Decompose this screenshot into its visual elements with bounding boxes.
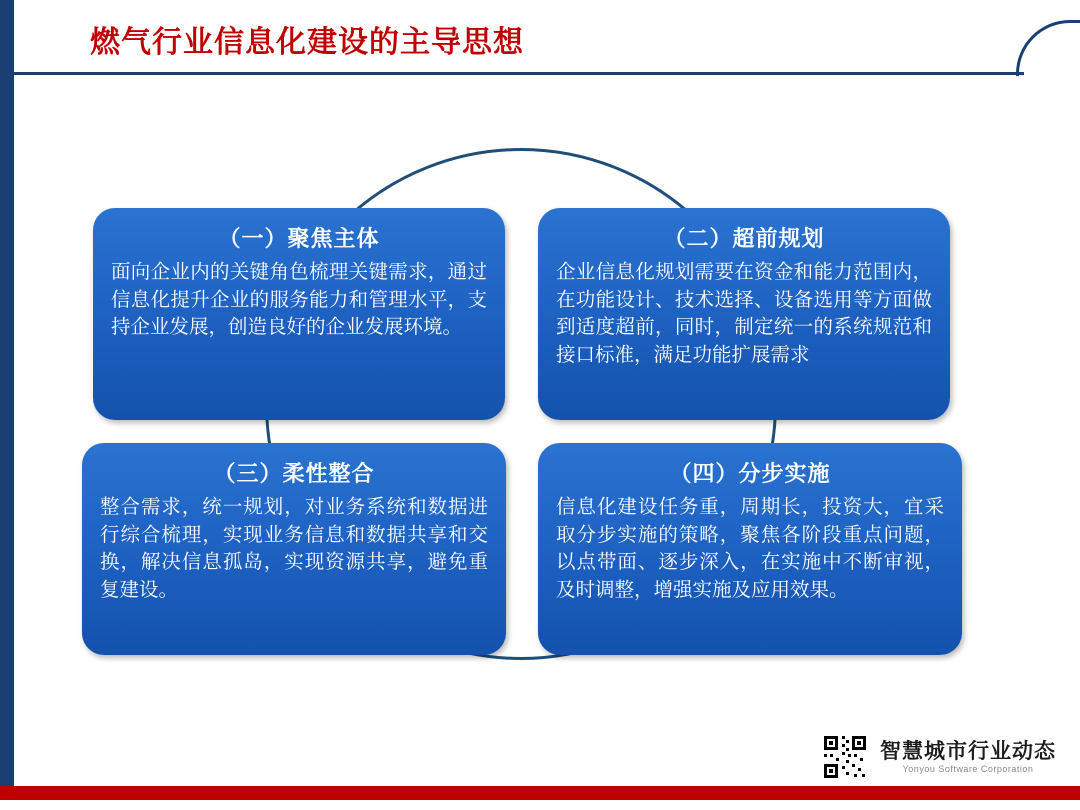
left-accent-bar bbox=[0, 0, 14, 786]
concept-card-3 bbox=[82, 443, 506, 655]
concept-card-4 bbox=[538, 443, 962, 655]
concept-card-4-body: 信息化建设任务重，周期长，投资大，宜采取分步实施的策略，聚焦各阶段重点问题，以点带面、逐步深入，在实施中不断审视，及时调整，增强实施及应用效果。 bbox=[556, 496, 944, 602]
bottom-white-strip bbox=[0, 800, 1080, 810]
page-title: 燃气行业信息化建设的主导思想 bbox=[90, 26, 524, 59]
slide-header bbox=[14, 0, 1080, 74]
concept-card-1 bbox=[93, 208, 505, 420]
concept-card-1-body: 面向企业内的关键角色梳理关键需求，通过信息化提升企业的服务能力和管理水平，支持企业发展，创造良好的企业发展环境。 bbox=[111, 261, 487, 339]
qr-code-icon bbox=[820, 732, 870, 782]
brand-name: 智慧城市行业动态 bbox=[880, 739, 1056, 763]
concept-card-2-title: （二）超前规划 bbox=[663, 226, 825, 251]
concept-card-2 bbox=[538, 208, 950, 420]
header-divider-line bbox=[14, 72, 1024, 75]
concept-card-2-body: 企业信息化规划需要在资金和能力范围内，在功能设计、技术选择、设备选用等方面做到适度超前，同时，制定统一的系统规范和接口标准，满足功能扩展需求 bbox=[556, 261, 932, 367]
brand-text-block bbox=[880, 740, 1056, 775]
concept-card-3-body: 整合需求，统一规划，对业务系统和数据进行综合梳理，实现业务信息和数据共享和交换，解决信息孤岛，实现资源共享，避免重复建设。 bbox=[100, 496, 488, 602]
header-corner-curve bbox=[1016, 20, 1080, 76]
footer-brand bbox=[820, 732, 1056, 782]
concept-card-4-title: （四）分步实施 bbox=[669, 461, 831, 486]
concept-card-3-title: （三）柔性整合 bbox=[213, 461, 375, 486]
concept-card-1-title: （一）聚焦主体 bbox=[218, 226, 380, 251]
brand-subtitle: Yonyou Software Corporation bbox=[902, 763, 1034, 774]
